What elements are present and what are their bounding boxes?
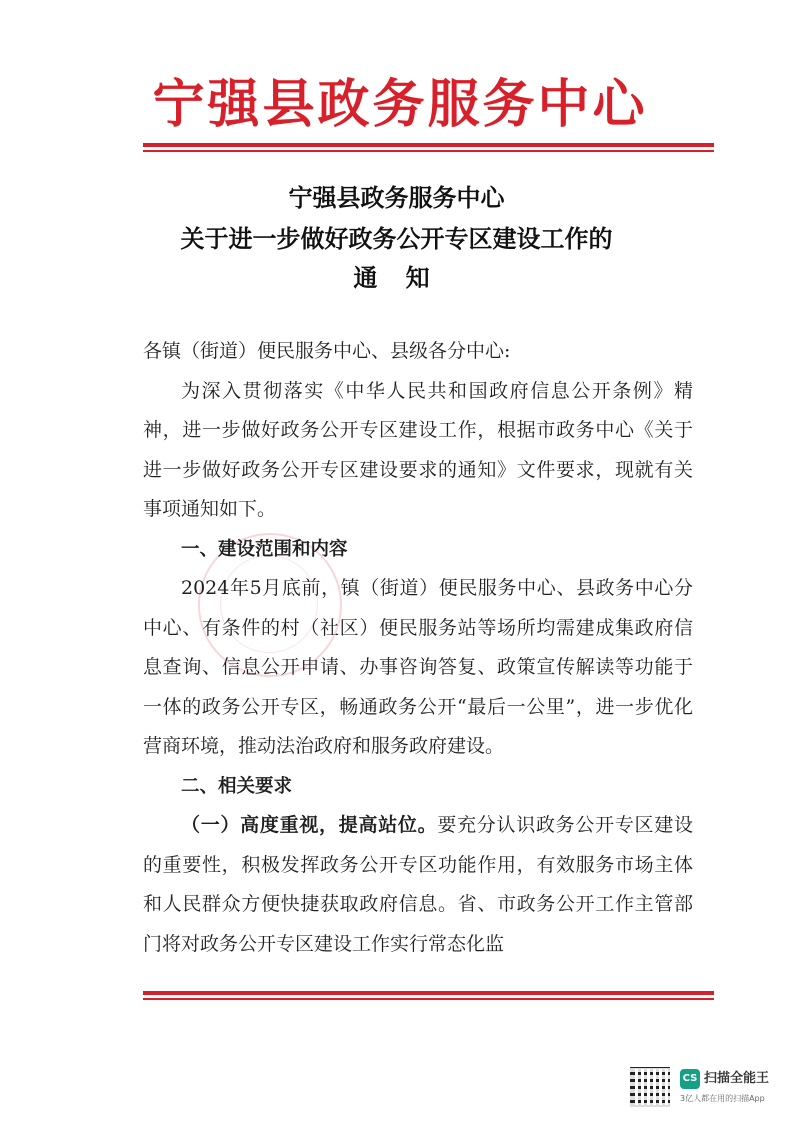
section-1-paragraph: 2024年5月底前，镇（街道）便民服务中心、县政务中心分中心、有条件的村（社区）便民服务站等场所均需建成集政府信息查询、信息公开申请、办事咨询答复、政策宣传解读等功能于一体的政务公开专区，畅通政务公开“最后一公里”，进一步优化营商环境，推动法治政府和服务政府建设。: [143, 577, 693, 757]
section-2-heading: 二、相关要求: [181, 775, 293, 797]
letterhead-red-rule: [143, 143, 714, 152]
item-1-paragraph: [143, 806, 693, 964]
watermark-brand: 扫描全能王: [704, 1071, 770, 1086]
item-1-text: 要充分认识政务公开专区建设的重要性，积极发挥政务公开专区功能作用，有效服务市场主体和人民群众方便快捷获取政府信息。省、市政务公开工作主管部门将对政务公开专区建设工作实行常态化监: [143, 814, 693, 955]
camscanner-logo-icon: CS: [680, 1069, 700, 1089]
document-body: [143, 332, 693, 964]
document-title-line-3: 通 知: [353, 263, 440, 292]
watermark-tagline: 3亿人都在用的扫描App: [680, 1094, 765, 1103]
item-1-lead: （一）高度重视，提高站位。: [181, 814, 438, 836]
footer-red-rule: [143, 991, 714, 1000]
scanner-watermark: [630, 1065, 780, 1111]
document-title-line-1: 宁强县政务服务中心: [288, 183, 505, 212]
letterhead-org-name: 宁强县政务服务中心: [152, 75, 648, 135]
document-title-line-2: 关于进一步做好政务公开专区建设工作的: [180, 224, 613, 253]
salutation: 各镇（街道）便民服务中心、县级各分中心:: [143, 340, 511, 362]
intro-paragraph: 为深入贯彻落实《中华人民共和国政府信息公开条例》精神，进一步做好政务公开专区建设工作，根据市政务中心《关于进一步做好政务公开专区建设要求的通知》文件要求，现就有关事项通知如下。: [143, 379, 693, 520]
section-1-heading: 一、建设范围和内容: [181, 538, 348, 560]
